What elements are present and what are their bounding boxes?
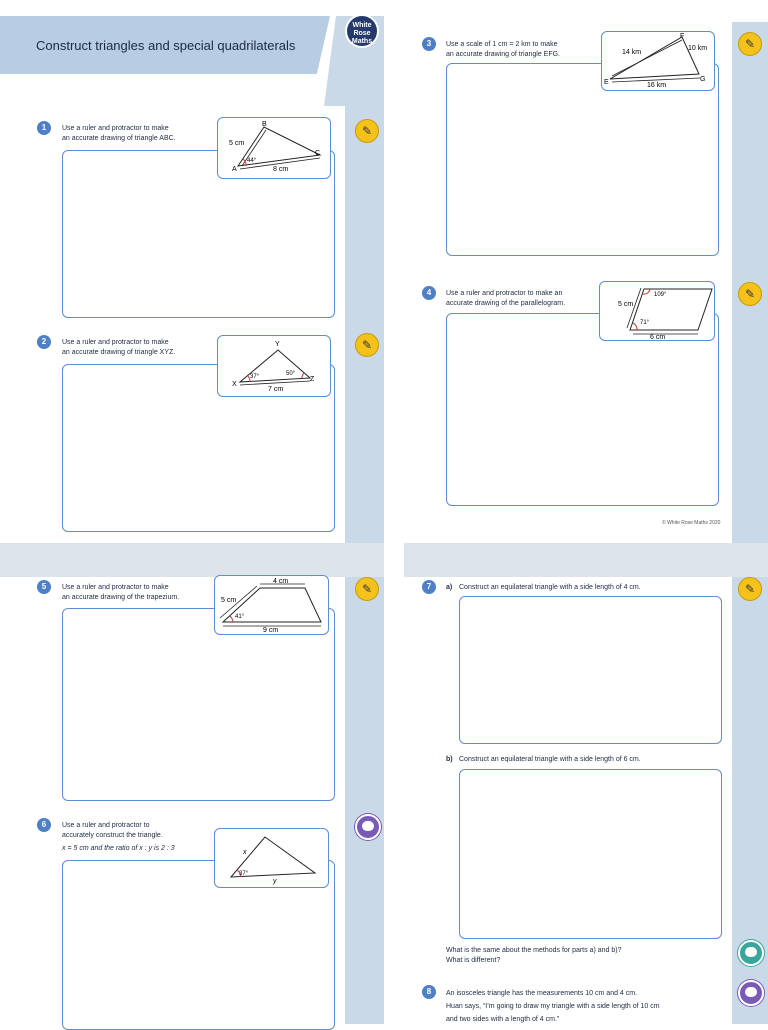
label-angle-top: 109° [654,292,667,298]
label-C: C [315,150,321,157]
question-6-given: x = 5 cm and the ratio of x : y is 2 : 3 [62,845,175,852]
question-number-8: 8 [422,985,436,999]
page-divider-vertical [384,0,404,1024]
label-E: E [604,79,609,86]
pencil-icon: ✎ [355,577,379,601]
side-strip-left-bottom [345,577,384,1024]
question-2-text: Use a ruler and protractor to make an accurate drawing of triangle XYZ. [62,339,176,356]
pencil-icon: ✎ [738,282,762,306]
question-7b-label: b) [446,756,453,763]
label-side-left: 5 cm [221,597,237,604]
diagram-parallelogram [599,281,715,341]
label-angle-bottom: 71° [640,320,650,326]
white-rose-logo: White Rose Maths [345,14,379,48]
label-angle-x: 37° [250,374,260,380]
answer-box-5[interactable] [62,608,335,801]
label-angle-z: 50° [286,371,296,377]
question-number-2: 2 [37,335,51,349]
label-side-ab: 5 cm [229,140,245,147]
label-side-left: 5 cm [618,301,634,308]
question-number-7: 7 [422,580,436,594]
answer-box-7b[interactable] [459,769,722,939]
parallelogram-svg [600,282,714,340]
label-side-top: 4 cm [273,578,289,585]
triangle-abc-svg [218,118,330,178]
triangle-ratio-svg [215,829,328,887]
label-side-xz: 7 cm [268,386,284,393]
label-X: X [232,381,237,388]
label-Y: Y [275,341,280,348]
triangle-efg-svg [602,32,714,90]
question-number-5: 5 [37,580,51,594]
diagram-triangle-ratio [214,828,329,888]
question-number-4: 4 [422,286,436,300]
question-number-1: 1 [37,121,51,135]
label-G: G [700,76,706,83]
diagram-triangle-efg [601,31,715,91]
pencil-icon: ✎ [355,119,379,143]
page-title: Construct triangles and special quadrilaterals [36,38,296,53]
triangle-xyz-svg [218,336,330,396]
discuss-icon [738,940,764,966]
pencil-icon: ✎ [738,577,762,601]
label-side-ef: 14 km [622,49,642,56]
label-x: x [243,849,247,856]
pencil-icon: ✎ [738,32,762,56]
question-7a-label: a) [446,584,453,591]
diagram-triangle-xyz [217,335,331,397]
answer-box-7a[interactable] [459,596,722,744]
diagram-triangle-abc [217,117,331,179]
question-number-6: 6 [37,818,51,832]
pencil-icon: ✎ [355,333,379,357]
label-side-fg: 10 km [688,45,708,52]
label-angle: 37° [239,871,249,877]
trapezium-svg [215,576,328,634]
question-7b-text: Construct an equilateral triangle with a side length of 6 cm. [459,756,641,763]
label-A: A [232,166,237,173]
question-4-text: Use a ruler and protractor to make an accurate drawing of the parallelogram. [446,290,566,307]
question-8-text: An isosceles triangle has the measurements 10 cm and 4 cm. Huan says, “I’m going to draw my triangle with a side length of 10 cm and two sides with a length of 4 cm.” [446,990,660,1023]
question-7-followup: What is the same about the methods for parts a) and b)? What is different? [446,947,622,964]
label-side-eg: 16 km [647,82,667,89]
label-angle-a: 44° [247,158,257,164]
think-icon [738,980,764,1006]
question-number-3: 3 [422,37,436,51]
label-side-bottom: 6 cm [650,334,666,340]
question-3-text: Use a scale of 1 cm = 2 km to make an accurate drawing of triangle EFG. [446,41,561,58]
label-y: y [273,878,277,885]
label-side-bottom: 9 cm [263,627,279,634]
question-5-text: Use a ruler and protractor to make an accurate drawing of the trapezium. [62,584,180,601]
label-Z: Z [310,376,315,383]
label-angle: 41° [235,614,245,620]
question-1-text: Use a ruler and protractor to make an accurate drawing of triangle ABC. [62,125,176,142]
copyright-text: © White Rose Maths 2020 [662,520,721,526]
side-strip-left-top [345,100,384,543]
question-7a-text: Construct an equilateral triangle with a side length of 4 cm. [459,584,641,591]
think-icon [355,814,381,840]
question-6-text: Use a ruler and protractor to accurately construct the triangle. x = 5 cm and the ratio of x : y is 2 : 3 [62,822,175,852]
label-B: B [262,121,267,128]
diagram-trapezium [214,575,329,635]
label-side-ac: 8 cm [273,166,289,173]
label-F: F [680,33,685,40]
